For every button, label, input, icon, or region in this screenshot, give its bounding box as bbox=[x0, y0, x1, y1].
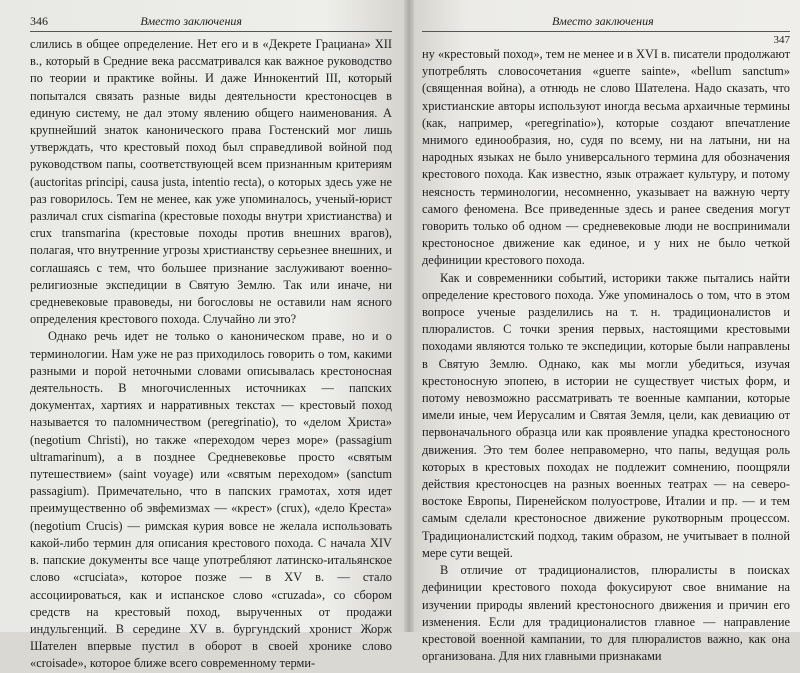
book-gutter bbox=[404, 0, 414, 632]
paragraph: слились в общее определение. Нет его и в «Декрете Грациана» XII в., который в Средние века рассматривался как важное руководство по теории и практике войны. И даже Иннокентий III, который попытался связать разные виды деятельности крестоносцев в единую систему, не дал этому явлению общего наименования. А крупнейший знаток канонического права Гостенский мог лишь утверждать, что крестовый поход был справедливой войной под руководством папы, соответствующей всем признанным критериям (auctoritas principi, causa justa, intentio recta), о которых здесь уже не раз говорилось. Тем не менее, как уже упоминалось, ученый-юрист различал crux cismarina (крестовые походы внутри христианства) и crux transmarina (крестовые походы против внешних врагов), полагая, что внутренние угрозы христианству серьезнее внешних, и соглашаясь с тем, что большее признание заслуживают военно-религиозные экспедиции в Святую Землю. Так или иначе, ни средневековые правоведы, ни богословы не оставили нам ясного определения крестового похода. Случайно ли это? bbox=[30, 37, 392, 327]
right-page-header bbox=[422, 14, 790, 32]
paragraph: ну «крестовый поход», тем не менее и в XVI в. писатели продолжают употреблять словосочетания «guerre sainte», «bellum sanctum» (священная война), а отнюдь не слово Шателена. Надо сказать, что христианские авторы используют иногда весьма архаичные термины (как, например, «peregrinatio»), которые создают впечатление мнимого единообразия, но, судя по всему, ни на латыни, ни на народных языках не было универсального термина для обозначения крестового похода. Как известно, язык отражает культуру, и потому неясность терминологии, несомненно, указывает на важную черту самого феномена. Все приведенные здесь и ранее сведения могут говорить только об одном — средневековые люди не воспринимали крестоносное движение как единое, и у них не было четкой дефиниции крестового похода. bbox=[422, 47, 790, 268]
paragraph: В отличие от традиционалистов, плюралисты в поисках дефиниции крестового похода фокусируют свое внимание на изучении природы явлений крестоносного движения и причин его изменения. Если для традиционалистов главное — направление крестовой военной кампании, то для плюралистов важно, как она организована. Для них главными признаками bbox=[422, 563, 790, 664]
left-page-header bbox=[30, 14, 392, 32]
paragraph: Как и современники событий, историки также пытались найти определение крестового похода. Уже упоминалось о том, что в этом вопросе ученые разделились на т. н. традиционалистов и плюралистов. С точки зрения первых, настоящими крестовыми походами являются только те экспедиции, которые были направлены в Святую Землю. Однако, как мы могли убедиться, изучая крестоносную эпопею, в истории не существует чистых форм, и потому невозможно рассматривать те военные кампании, которые имели иные, чем Иерусалим и Святая Земля, цели, как девиацию от первоначального образца или как проявление упадка крестоносного движения. Это тем более неправомерно, что папы, ведущая роль которых в крестовых походах не подлежит сомнению, поощряли действия крестоносцев на разных военных театрах — на северо-востоке Европы, Пиренейском полуострове, Италии и пр. — и тем самым сделали крестоносное движение рукотворным процессом. Традиционалистский подход, таким образом, не учитывает в полной мере сути вещей. bbox=[422, 270, 790, 560]
right-running-head: Вместо заключения bbox=[552, 14, 654, 28]
left-page-body bbox=[30, 36, 392, 673]
paragraph: Однако речь идет не только о каноническом праве, но и о терминологии. Нам уже не раз приходилось говорить о том, какими разными и порой неточными словами описывалась крестоносная деятельность. В многочисленных источниках — папских документах, хартиях и нарративных текстах — крестовый поход называется то паломничеством (peregrinatio), то «делом Христа» (negotium Christi), но также «переходом через море» (passagium ultramarinum), а в позднее Средневековье просто «святым путешествием» (saint voyage) или «святым переходом» (sanctum passagium). Примечательно, что в папских грамотах, хотя идет преимущественно об эвфемизмах — «крест» (crux), «дело Креста» (negotium Crucis) — римская курия вовсе не желала использовать какой-либо термин для описания крестового похода. С начала XIV в. папские документы все чаще употребляют латинско-итальянское слово «cruciata», которое позже — в XV в. — стало ассоциироваться, как и испанское слово «cruzada», со сбором средств на крестовый поход, вырученных от продажи индульгенций. В середине XV в. бургундский хронист Жорж Шателен впервые пустил в оборот в своей хронике слово «croisade», которое ближе всего современному терми- bbox=[30, 329, 392, 671]
right-page-number: 347 bbox=[773, 34, 790, 46]
left-page-number: 346 bbox=[30, 14, 48, 28]
left-running-head: Вместо заключения bbox=[140, 14, 242, 28]
right-page-body bbox=[422, 46, 790, 665]
right-page bbox=[408, 0, 800, 664]
